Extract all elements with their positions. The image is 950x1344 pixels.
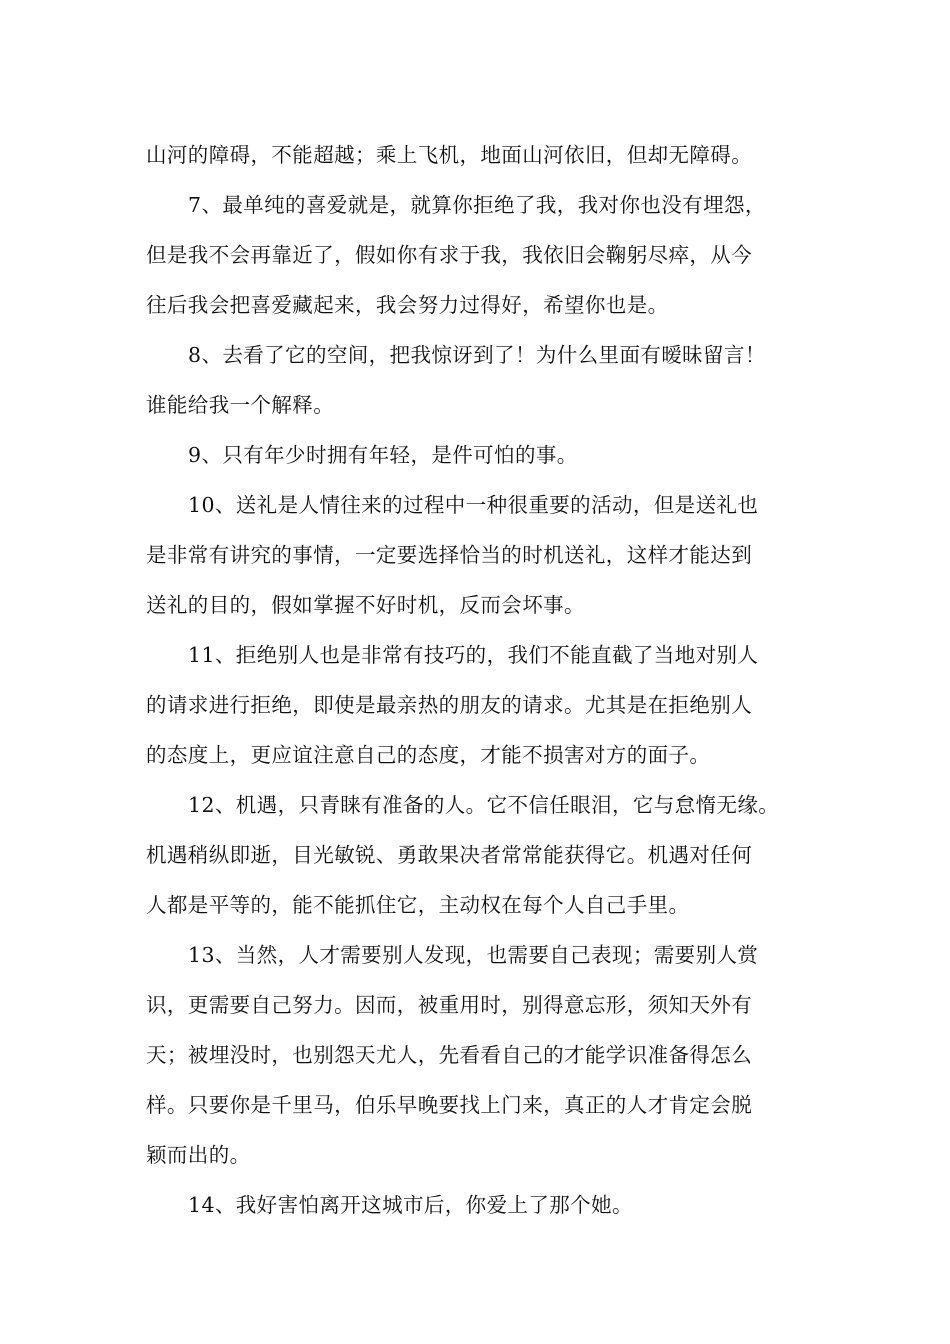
text-line: 人都是平等的，能不能抓住它，主动权在每个人自己手里。 — [146, 893, 690, 917]
text-line: 的请求进行拒绝，即使是最亲热的朋友的请求。尤其是在拒绝别人 — [146, 693, 753, 717]
text-line: 13、当然，人才需要别人发现，也需要自己表现；需要别人赏 — [188, 943, 759, 967]
paragraph — [146, 430, 816, 480]
paragraph — [146, 180, 816, 330]
paragraph — [146, 330, 816, 430]
text-line: 9、只有年少时拥有年轻，是件可怕的事。 — [188, 443, 578, 467]
text-line: 的态度上，更应谊注意自己的态度，才能不损害对方的面子。 — [146, 743, 711, 767]
paragraph — [146, 480, 816, 630]
text-line: 12、机遇，只青睐有准备的人。它不信任眼泪，它与怠惰无缘。 — [188, 793, 780, 817]
text-line: 8、去看了它的空间，把我惊讶到了！为什么里面有暧昧留言！ — [188, 343, 766, 367]
paragraph — [146, 130, 816, 180]
paragraph — [146, 630, 816, 780]
text-line: 往后我会把喜爱藏起来，我会努力过得好，希望你也是。 — [146, 293, 669, 317]
paragraph — [146, 930, 816, 1180]
text-line: 11、拒绝别人也是非常有技巧的，我们不能直截了当地对别人 — [188, 643, 759, 667]
paragraph — [146, 1180, 816, 1230]
text-line: 山河的障碍，不能超越；乘上飞机，地面山河依旧，但却无障碍。 — [146, 143, 753, 167]
text-line: 但是我不会再靠近了，假如你有求于我，我依旧会鞠躬尽瘁，从今 — [146, 243, 753, 267]
text-line: 7、最单纯的喜爱就是，就算你拒绝了我，我对你也没有埋怨， — [188, 193, 766, 217]
text-line: 谁能给我一个解释。 — [146, 393, 335, 417]
text-line: 识，更需要自己努力。因而，被重用时，别得意忘形，须知天外有 — [146, 993, 753, 1017]
paragraph — [146, 780, 816, 930]
document-body — [146, 130, 816, 1230]
text-line: 颖而出的。 — [146, 1143, 251, 1167]
text-line: 10、送礼是人情往来的过程中一种很重要的活动，但是送礼也 — [188, 493, 759, 517]
text-line: 样。只要你是千里马，伯乐早晚要找上门来，真正的人才肯定会脱 — [146, 1093, 753, 1117]
text-line: 天；被埋没时，也别怨天尤人，先看看自己的才能学识准备得怎么 — [146, 1043, 753, 1067]
text-line: 送礼的目的，假如掌握不好时机，反而会坏事。 — [146, 593, 585, 617]
text-line: 机遇稍纵即逝，目光敏锐、勇敢果决者常常能获得它。机遇对任何 — [146, 843, 753, 867]
text-line: 14、我好害怕离开这城市后，你爱上了那个她。 — [188, 1193, 633, 1217]
text-line: 是非常有讲究的事情，一定要选择恰当的时机送礼，这样才能达到 — [146, 543, 753, 567]
